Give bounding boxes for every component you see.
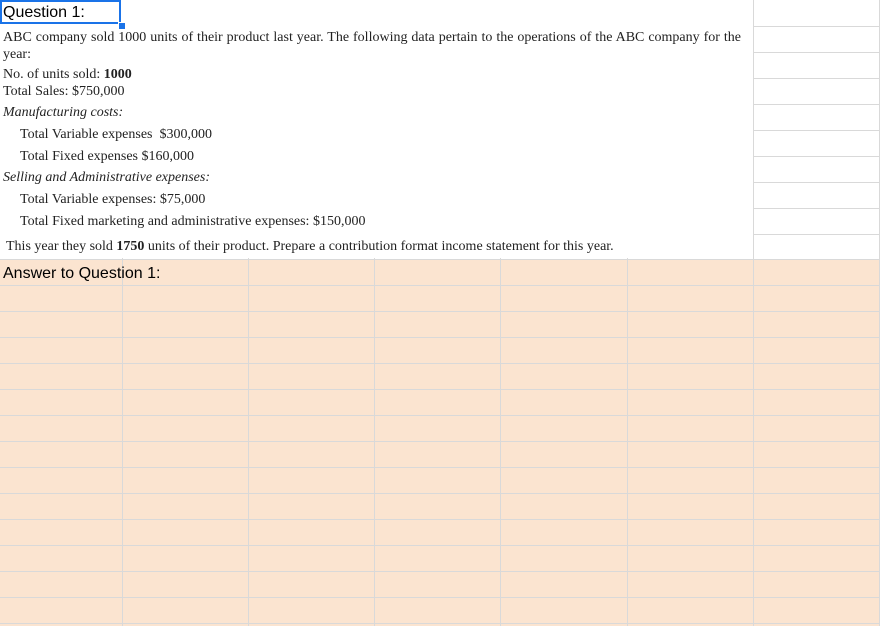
row-divider [0,389,880,390]
row-divider [0,337,880,338]
units-sold-line [3,67,132,83]
row-divider [0,545,880,546]
mfg-variable-expenses: Total Variable expenses $300,000 [20,127,212,142]
row-divider [0,441,880,442]
sa-variable-expenses: Total Variable expenses: $75,000 [20,192,206,207]
row-divider [0,259,880,260]
sa-fixed-expenses: Total Fixed marketing and administrative expenses: $150,000 [20,214,366,229]
answer-title: Answer to Question 1: [3,265,161,282]
question-title: Question 1: [3,4,85,21]
this-year-prefix: This year they sold [6,239,117,254]
row-divider [0,467,880,468]
row-divider [0,597,880,598]
mfg-fixed-expenses: Total Fixed expenses $160,000 [20,149,194,164]
this-year-suffix: units of their product. Prepare a contribution format income statement for this year. [144,239,614,254]
this-year-line [6,239,614,255]
row-divider [0,519,880,520]
units-sold-value: 1000 [103,67,132,82]
row-divider [0,571,880,572]
row-divider [0,415,880,416]
this-year-units: 1750 [116,239,145,254]
row-divider [0,493,880,494]
total-sales: Total Sales: $750,000 [3,84,125,99]
selling-admin-heading: Selling and Administrative expenses: [3,170,210,185]
manufacturing-heading: Manufacturing costs: [3,105,124,120]
row-divider [0,285,880,286]
row-divider [0,623,880,624]
column-divider [753,0,754,626]
problem-paragraph: ABC company sold 1000 units of their product last year. The following data pertain to the operations of the ABC company for the year: [3,30,741,62]
row-divider [0,311,880,312]
units-sold-label: No. of units sold: [3,67,104,82]
row-divider [0,363,880,364]
